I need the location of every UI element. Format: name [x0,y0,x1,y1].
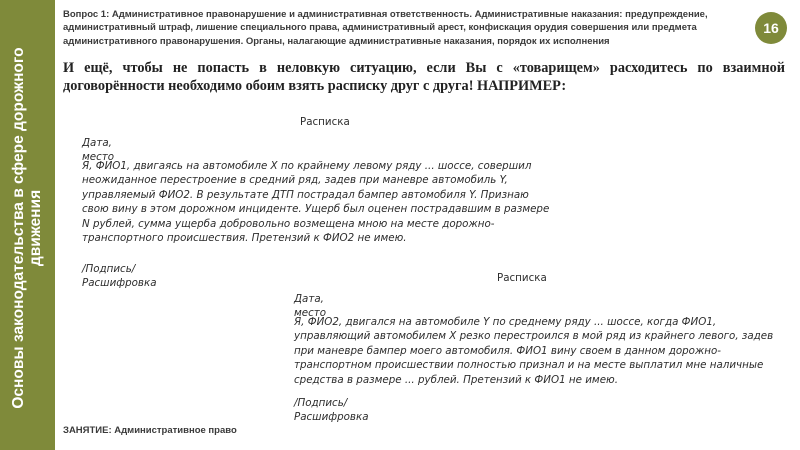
receipt-1-signature: /Подпись/ Расшифровка [82,263,157,290]
slide-number-badge: 16 [755,12,787,44]
receipt-2-body: Я, ФИО2, двигался на автомобиле Y по среднему ряду ... шоссе, когда ФИО1, управляющий автомобилем X резко перестроился в мой ряд из крайнего левого, задев при маневре бампер моего автомобиля. ФИО1 вину своем в данном дорожно-транспортном происшествии полностью признал и на месте выплатил мне наличные средства в размере ... рублей. Претензий к ФИО1 не имею. [294,316,774,386]
lesson-footer: ЗАНЯТИЕ: Административное право [63,425,237,436]
receipt-2-signature: /Подпись/Расшифровка [294,397,369,424]
receipt-1-title: Расписка [300,116,350,128]
question-heading: Вопрос 1: Административное правонарушение и административная ответственность. Административные наказания: предупреждение, административный штраф, лишение специального права, административный арест, конфискация орудия совершения или предмета административного правонарушения. Органы, налагающие административные наказания, порядок их исполнения [63,9,708,47]
receipt-2-title: Расписка [497,272,547,284]
intro-paragraph: И ещё, чтобы не попасть в неловкую ситуацию, если Вы с «товарищем» расходитесь по взаимной договорённости необходимо обоим взять расписку друг с друга! НАПРИМЕР: [63,60,785,94]
sidebar [0,0,55,450]
receipt-2-date-place: Дата, место [294,293,327,320]
receipt-1-body: Я, ФИО1, двигаясь на автомобиле X по крайнему левому ряду ... шоссе, совершил неожиданное перестроение в средний ряд, задев при маневре автомобиль Y, управляемый ФИО2. В результате ДТП пострадал бампер автомобиля Y. Признаю свою вину в этом дорожном инциденте. Ущерб был оценен пострадавшим в размере N рублей, сумма ущерба добровольно возмещена мною на месте дорожно-транспортного происшествия. Претензий к ФИО2 не имею. [82,160,550,245]
receipt-1-date-place: Дата, место [82,137,115,164]
sidebar-title: Основы законодательства в сфере дорожного движения [10,47,44,409]
